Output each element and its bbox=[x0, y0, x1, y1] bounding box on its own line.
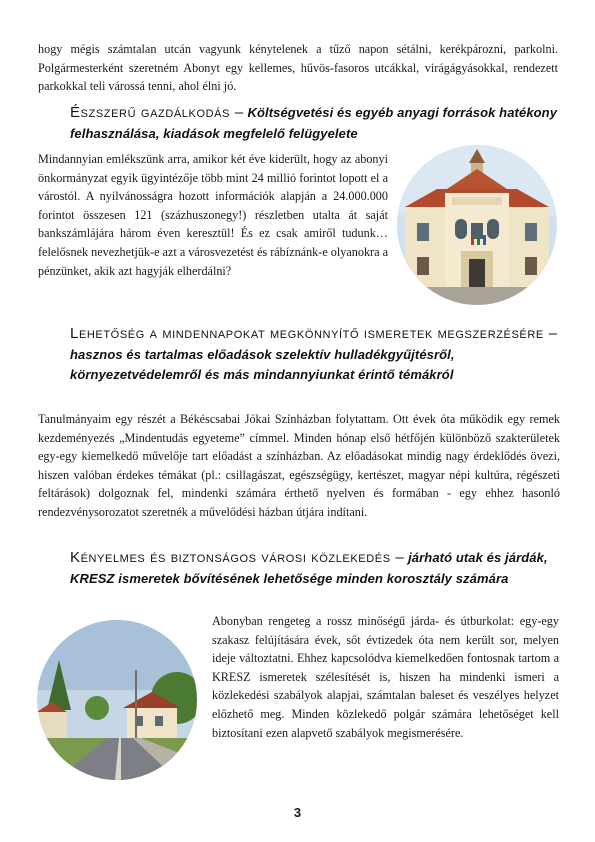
section-text-finance: Mindannyian emlékszünk arra, amikor két éve kiderült, hogy az abonyi önkormányzat egyik ügyintézője több mint 24 millió forintot lopott el a várostól. A nyilvánosságra hozott információk alapján a 24.000.000 forintot összesen 121 (százhuszonegy!) részletben utalta át saját bankszámlájára három éven keresztül! És ez csak amiről tudunk… felelősnek nevezhetjük-e azt a városvezetést és rábíznánk-e olyanokra a pénzünket, akik azt hagyják elherdálni? bbox=[38, 152, 388, 278]
section-heading-sub: Költségvetési és egyéb anyagi források hatékony felhasználása, kiadások megfelelő felügyelete bbox=[70, 105, 558, 141]
section-heading-main: Lehetőség a mindennapokat megkönnyítő ismeretek megszerzésére – bbox=[70, 325, 558, 342]
section-heading-finance bbox=[70, 103, 560, 144]
section-heading-sub: járható utak és járdák, KRESZ ismeretek bővítésének lehetősége minden korosztály számára bbox=[70, 550, 548, 586]
page-number: 3 bbox=[293, 805, 302, 820]
section-heading-main: Kényelmes és biztonságos városi közlekedés – bbox=[70, 549, 405, 566]
section-heading-traffic bbox=[70, 548, 560, 589]
street-photo bbox=[37, 620, 197, 780]
section-heading-sub: hasznos és tartalmas előadások szelektív hulladékgyűjtésről, környezetvédelemről és más mindannyiunkat érintő témákról bbox=[70, 346, 455, 382]
section-heading-knowledge bbox=[70, 324, 560, 386]
section-text-traffic: Abonyban rengeteg a rossz minőségű járda- és útburkolat: egy-egy szakasz felújítására évek, sőt évtizedek óta nem került sor, melyen ideje változtatni. Ehhez kapcsolódva kiemelkedően fontosnak tartom a KRESZ ismeretek szélesítését is, hiszen ha mindenki ismeri a közlekedési szabályok alapjai, számtalan baleset és veszélyes helyzet előzhető meg. Minden közlekedő polgár számára lehetőséget kell biztosítani ezen alapvető szabályok megismerésére. bbox=[212, 614, 559, 740]
intro-paragraph: hogy mégis számtalan utcán vagyunk kénytelenek a tűző napon sétálni, kerékpározni, parkolni. Polgármesterként szeretném Abonyt egy kellemes, hűvös-fasoros utcákkal, virágágyásokkal, rendezett parkokkal teli várossá tenni, ahol élni jó. bbox=[38, 42, 558, 94]
section-text-knowledge: Tanulmányaim egy részét a Békéscsabai Jókai Színházban folytattam. Ott évek óta működik egy remek kezdeményezés „Mindentudás egyeteme” címmel. Minden hónap első hétfőjén különböző szakterületek egy-egy kiemelkedő művelője tart előadást a színházban. Az előadásokat mindig nagy érdeklődés övezi, hiszen valóban érdekes témákat (pl.: csillagászat, egészségügy, kertészet, magyar népi kultúra, régészeti feltárások) dolgoznak fel, mindenki számára érthető nyelven és formában - egy ehhez hasonló rendezvénysorozatot szeretnék a művelődési házban útjára indítani. bbox=[38, 412, 560, 519]
section-heading-main: Észszerű gazdálkodás – bbox=[70, 104, 244, 121]
town-hall-photo bbox=[397, 145, 557, 305]
